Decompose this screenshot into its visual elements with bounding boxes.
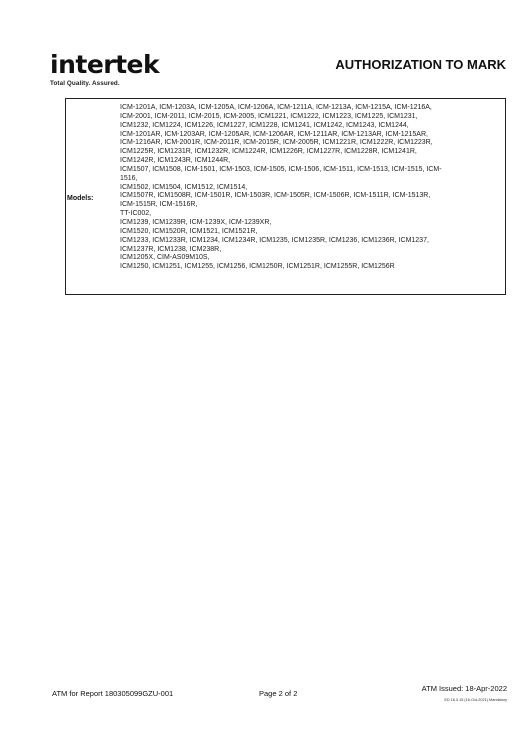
models-label: Models:	[67, 195, 94, 202]
model-line: ICM-1201A, ICM-1203A, ICM-1205A, ICM-1206A, ICM-1211A, ICM-1213A, ICM-1215A, ICM-1216A,	[120, 104, 432, 111]
model-line: ICM-1201AR, ICM-1203AR, ICM-1205AR, ICM-1206AR, ICM-1211AR, ICM-1213AR, ICM-1215AR,	[120, 130, 428, 138]
model-line: ICM1237R, ICM1238, ICM238R,	[120, 245, 222, 253]
document-title: AUTHORIZATION TO MARK	[335, 57, 506, 72]
logo-tagline: Total Quality. Assured.	[50, 80, 120, 87]
model-line: ICM1502, ICM1504, ICM1512, ICM1514,	[120, 183, 248, 191]
model-line: ICM1233, ICM1233R, ICM1234, ICM1234R, ICM1235, ICM1235R, ICM1236, ICM1236R, ICM1237,	[120, 236, 429, 244]
issued-date: ATM Issued: 18-Apr-2022	[421, 684, 507, 693]
form-code: ED 16.3.15 (16-Oct-2021) Mandatory	[444, 698, 507, 702]
model-line: ICM1239, ICM1239R, ICM-1239X, ICM-1239XR,	[120, 218, 272, 226]
model-line: ICM1507R, ICM1508R, ICM-1501R, ICM-1503R, ICM-1505R, ICM-1506R, ICM-1511R, ICM-1513R,	[120, 192, 431, 200]
report-reference: ATM for Report 180305099GZU-001	[52, 689, 174, 698]
model-line: ICM1205X, CIM-AS09M10S,	[120, 254, 210, 262]
model-line: ICM1232, ICM1224, ICM1226, ICM1227, ICM1228, ICM1241, ICM1242, ICM1243, ICM1244,	[120, 121, 409, 129]
model-line: TT-IC002,	[120, 210, 152, 218]
model-line: ICM-2001, ICM-2011, ICM-2015, ICM-2005, ICM1221, ICM1222, ICM1223, ICM1225, ICM1231,	[120, 112, 418, 120]
model-line: ICM1242R, ICM1243R, ICM1244R,	[120, 157, 231, 165]
model-line: ICM1507, ICM1508, ICM-1501, ICM-1503, ICM-1505, ICM-1506, ICM-1511, ICM-1513, ICM-1515, ICM-	[120, 165, 442, 173]
model-line: ICM1520, ICM1520R, ICM1521, ICM1521R,	[120, 227, 258, 235]
intertek-logo	[50, 52, 160, 94]
model-line: ICM-1515R, ICM-1516R,	[120, 201, 198, 209]
model-line: ICM1225R, ICM1231R, ICM1232R, ICM1224R, ICM1226R, ICM1227R, ICM1228R, ICM1241R,	[120, 148, 417, 156]
page-number: Page 2 of 2	[259, 689, 298, 698]
model-line: ICM-1216AR, ICM-2001R, ICM-2011R, ICM-2015R, ICM-2005R, ICM1221R, ICM1222R, ICM1223R,	[120, 139, 433, 147]
logo-wordmark: intertek	[50, 50, 160, 79]
model-line: 1516,	[120, 174, 138, 182]
models-list	[120, 104, 502, 272]
model-line: ICM1250, ICM1251, ICM1255, ICM1256, ICM1250R, ICM1251R, ICM1255R, ICM1256R	[120, 263, 395, 271]
